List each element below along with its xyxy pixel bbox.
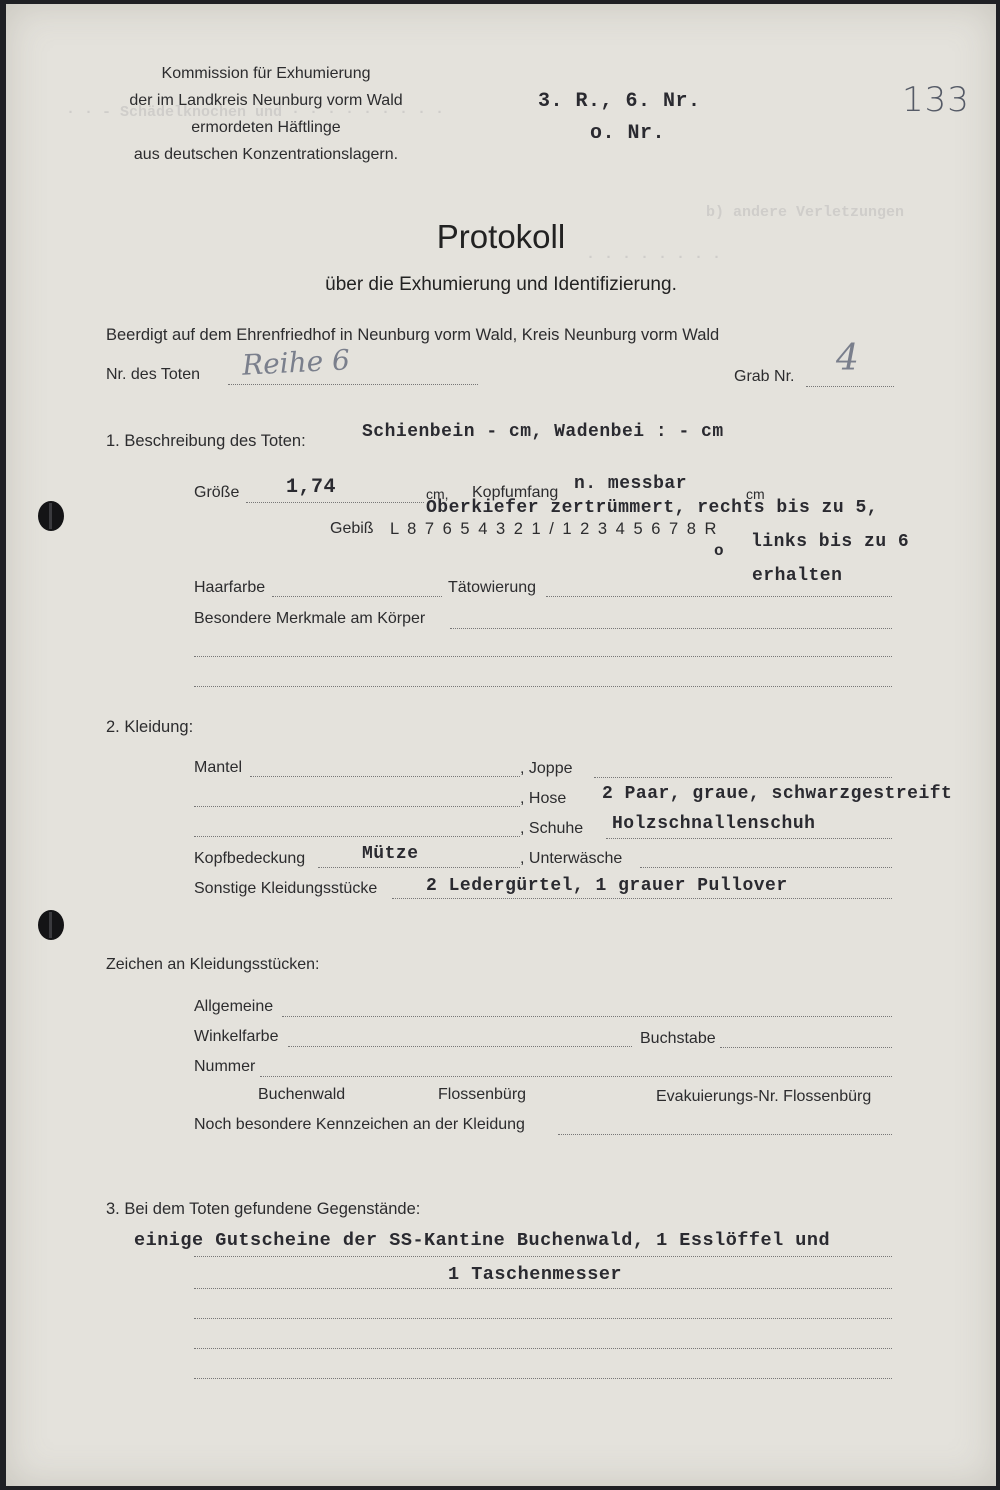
dotted-line: [228, 384, 478, 385]
commission-line: aus deutschen Konzentrationslagern.: [133, 146, 399, 163]
dotted-line: [194, 836, 520, 837]
dotted-line: [318, 867, 520, 868]
page-number: 133: [902, 80, 970, 120]
dotted-line: [450, 628, 892, 629]
sonstige-label: Sonstige Kleidungsstücke: [194, 880, 378, 897]
dotted-line: [606, 838, 892, 839]
section-3-line-1: einige Gutscheine der SS-Kantine Buchenwald, 1 Esslöffel und: [134, 1230, 831, 1251]
dotted-line: [640, 867, 892, 868]
dotted-line: [260, 1076, 892, 1077]
nr-des-toten-value: Reihe 6: [241, 343, 351, 382]
gebiss-note-3: erhalten: [752, 566, 843, 586]
nummer-label: Nummer: [194, 1058, 256, 1075]
dotted-line: [288, 1046, 632, 1047]
dotted-line: [246, 502, 424, 503]
reference-line-1: 3. R., 6. Nr.: [538, 90, 701, 113]
dotted-line: [194, 1348, 892, 1349]
buchenwald-label: Buchenwald: [258, 1086, 346, 1103]
winkelfarbe-label: Winkelfarbe: [194, 1028, 279, 1045]
dotted-line: [806, 386, 894, 387]
evakuierung-label: Evakuierungs-Nr. Flossenbürg: [656, 1088, 872, 1105]
reference-line-2: o. Nr.: [590, 122, 666, 145]
punch-hole: [38, 501, 64, 531]
cm-unit: cm,: [426, 486, 449, 502]
zeichen-heading: Zeichen an Kleidungsstücken:: [106, 956, 320, 973]
gebiss-note-2: links bis zu 6: [751, 532, 910, 552]
bleed-through-text: · · - Schädelknochen und · · · · · · · · ·: [66, 104, 445, 121]
gebiss-note-1: Oberkiefer zertrümmert, rechts bis zu 5,: [426, 498, 879, 518]
burial-line: Beerdigt auf dem Ehrenfriedhof in Neunburg vorm Wald, Kreis Neunburg vorm Wald: [106, 326, 720, 344]
hose-label: , Hose: [520, 790, 567, 807]
schuhe-label: , Schuhe: [520, 820, 584, 837]
taetowierung-label: Tätowierung: [448, 579, 537, 596]
dotted-line: [194, 806, 520, 807]
commission-header: [106, 60, 426, 168]
gebiss-scale: L 8 7 6 5 4 3 2 1 / 1 2 3 4 5 6 7 8 R: [390, 520, 719, 538]
kopfumfang-label: Kopfumfang: [472, 484, 559, 501]
cm-unit: cm: [746, 486, 765, 502]
kopfbedeckung-label: Kopfbedeckung: [194, 850, 306, 867]
dotted-line: [194, 1256, 892, 1257]
bleed-through-text: b) andere Verletzungen: [706, 204, 905, 221]
dotted-line: [194, 1288, 892, 1289]
groesse-value: 1,74: [286, 476, 337, 499]
section-1-heading: 1. Beschreibung des Toten:: [106, 432, 306, 450]
commission-line: ermordeten Häftlinge: [191, 119, 341, 136]
section-3-line-2: 1 Taschenmesser: [448, 1264, 623, 1285]
commission-line: der im Landkreis Neunburg vorm Wald: [129, 92, 403, 109]
dotted-line: [594, 777, 892, 778]
dotted-line: [194, 686, 892, 687]
kopfumfang-value: n. messbar: [574, 474, 688, 494]
dotted-line: [282, 1016, 892, 1017]
gebiss-label: Gebiß: [330, 520, 374, 537]
unterwaesche-label: , Unterwäsche: [520, 850, 623, 867]
grab-nr-value: 4: [836, 338, 859, 379]
dotted-line: [250, 776, 520, 777]
dotted-line: [194, 656, 892, 657]
grab-nr-label: Grab Nr.: [734, 368, 795, 385]
kopfbedeckung-value: Mütze: [362, 844, 419, 864]
noch-kennzeichen-label: Noch besondere Kennzeichen an der Kleidung: [194, 1116, 525, 1133]
buchstabe-label: Buchstabe: [640, 1030, 716, 1047]
haarfarbe-label: Haarfarbe: [194, 579, 266, 596]
dotted-line: [546, 596, 892, 597]
dotted-line: [194, 1378, 892, 1379]
dotted-line: [558, 1134, 892, 1135]
joppe-label: , Joppe: [520, 760, 573, 777]
mantel-label: Mantel: [194, 759, 243, 776]
dotted-line: [272, 596, 442, 597]
section-3-heading: 3. Bei dem Toten gefundene Gegenstände:: [106, 1200, 421, 1218]
dotted-line: [194, 1318, 892, 1319]
gebiss-o-mark: o: [714, 542, 725, 560]
hose-value: 2 Paar, graue, schwarzgestreift: [602, 784, 953, 804]
dotted-line: [720, 1047, 892, 1048]
merkmale-label: Besondere Merkmale am Körper: [194, 610, 426, 627]
punch-hole: [38, 910, 64, 940]
commission-line: Kommission für Exhumierung: [161, 65, 371, 82]
nr-des-toten-label: Nr. des Toten: [106, 366, 200, 383]
schuhe-value: Holzschnallenschuh: [612, 814, 816, 834]
section-1-typed-note: Schienbein - cm, Wadenbei : - cm: [362, 422, 724, 442]
document-title: Protokoll: [436, 218, 566, 255]
flossenbuerg-label: Flossenbürg: [438, 1086, 527, 1103]
bleed-through-text: · · · · · · · ·: [586, 249, 722, 266]
sonstige-value: 2 Ledergürtel, 1 grauer Pullover: [426, 876, 788, 896]
dotted-line: [392, 898, 892, 899]
document-page: [6, 4, 996, 1486]
section-2-heading: 2. Kleidung:: [106, 718, 194, 736]
allgemeine-label: Allgemeine: [194, 998, 274, 1015]
groesse-label: Größe: [194, 484, 240, 501]
document-subtitle: über die Exhumierung und Identifizierung.: [325, 274, 677, 295]
